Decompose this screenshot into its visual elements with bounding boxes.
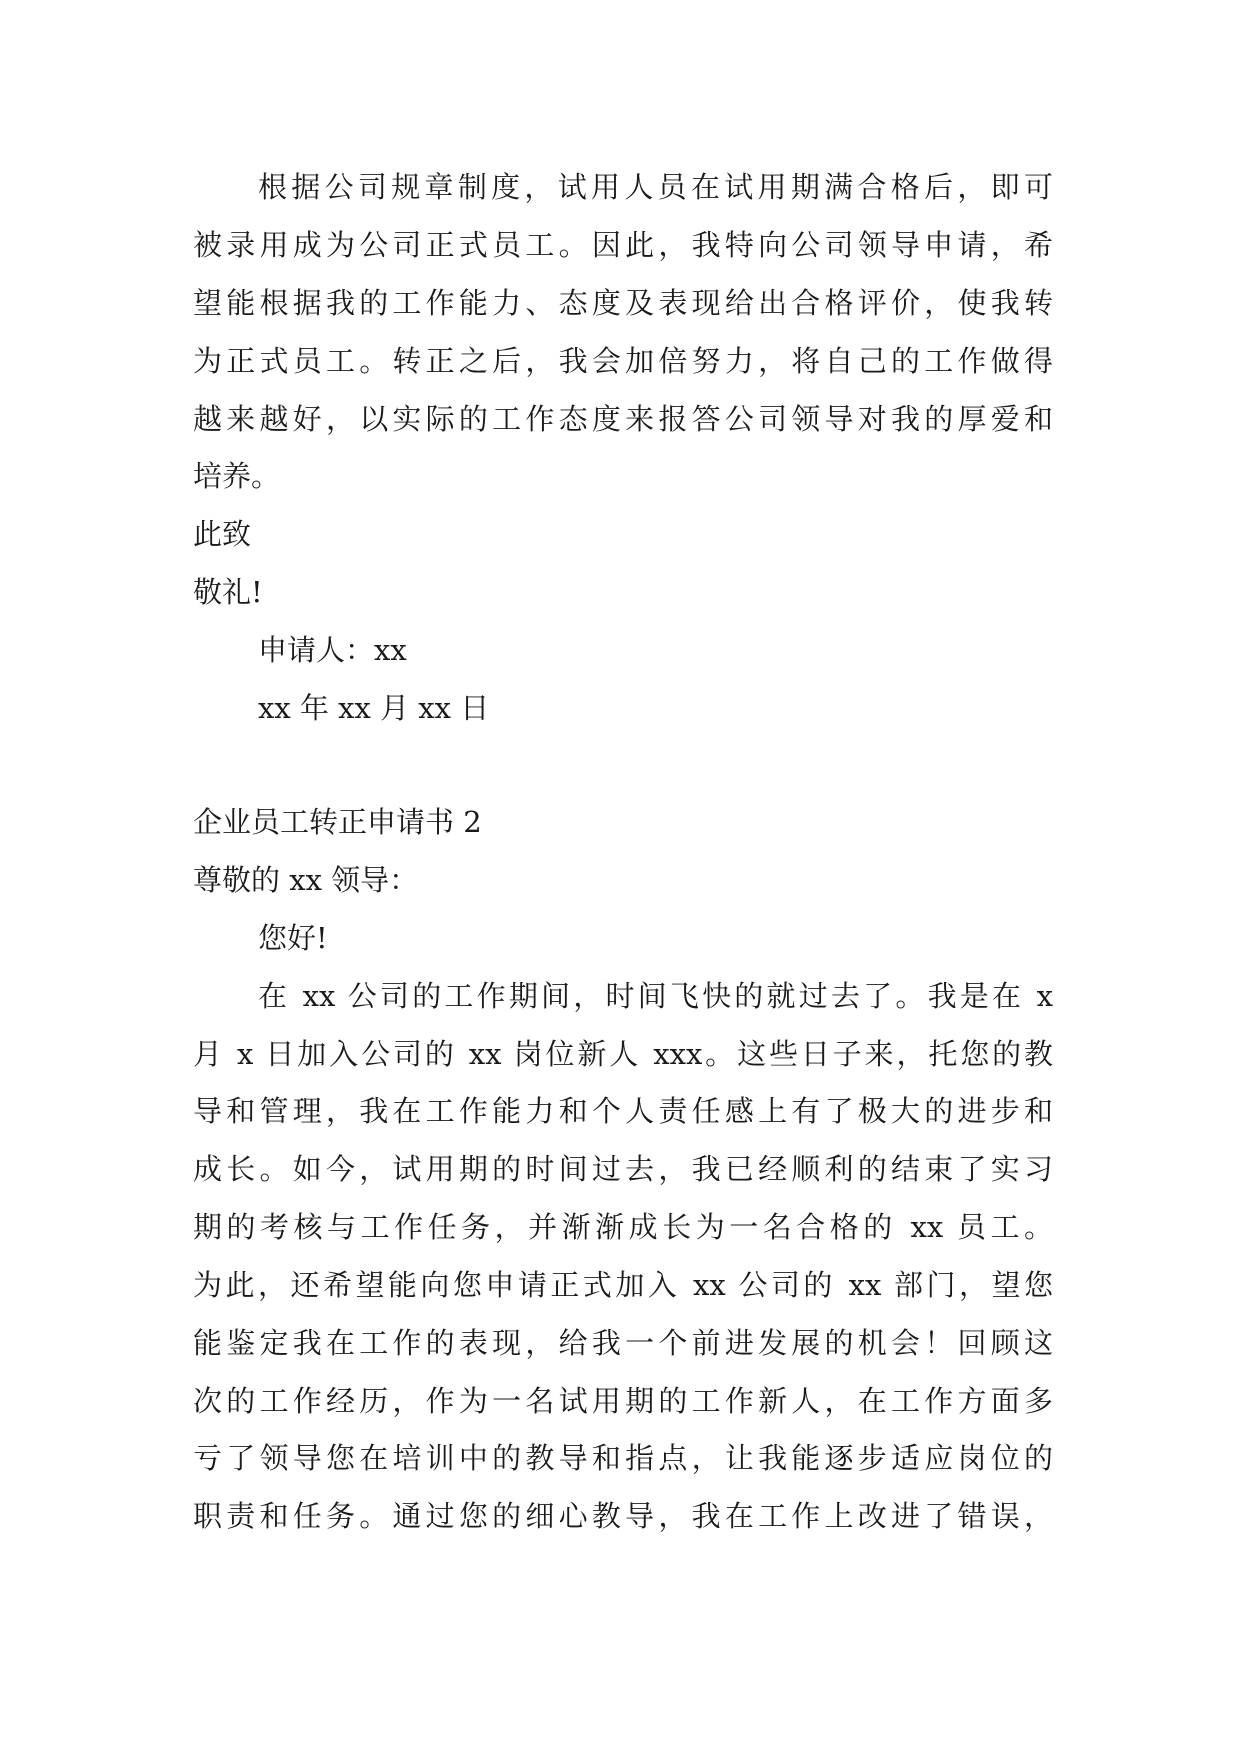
paragraph-line: 能鉴定我在工作的表现，给我一个前进发展的机会！回顾这	[193, 1326, 1053, 1360]
closing-line: 此致	[193, 517, 252, 551]
paragraph-line: 被录用成为公司正式员工。因此，我特向公司领导申请，希	[193, 228, 1053, 262]
paragraph-line: 望能根据我的工作能力、态度及表现给出合格评价，使我转	[193, 286, 1053, 320]
paragraph-line: 培养。	[193, 459, 281, 493]
applicant-line: 申请人：xx	[258, 633, 407, 667]
paragraph-line: 导和管理，我在工作能力和个人责任感上有了极大的进步和	[193, 1094, 1053, 1128]
paragraph-line: 亏了领导您在培训中的教导和指点，让我能逐步适应岗位的	[193, 1441, 1053, 1475]
paragraph-line: 期的考核与工作任务，并渐渐成长为一名合格的 xx 员工。	[193, 1210, 1053, 1244]
paragraph-line: 为正式员工。转正之后，我会加倍努力，将自己的工作做得	[193, 344, 1053, 378]
paragraph-line: 根据公司规章制度，试用人员在试用期满合格后，即可	[258, 170, 1053, 204]
date-line: xx 年 xx 月 xx 日	[258, 691, 490, 725]
closing-line: 敬礼!	[193, 575, 263, 609]
paragraph-line: 成长。如今，试用期的时间过去，我已经顺利的结束了实习	[193, 1152, 1053, 1186]
greeting: 您好!	[258, 921, 328, 955]
salutation: 尊敬的 xx 领导：	[193, 863, 419, 897]
paragraph-line: 在 xx 公司的工作期间，时间飞快的就过去了。我是在 x	[258, 979, 1053, 1013]
section-title: 企业员工转正申请书 2	[193, 805, 482, 839]
paragraph-line: 次的工作经历，作为一名试用期的工作新人，在工作方面多	[193, 1384, 1053, 1418]
paragraph-line: 为此，还希望能向您申请正式加入 xx 公司的 xx 部门，望您	[193, 1268, 1053, 1302]
paragraph-line: 月 x 日加入公司的 xx 岗位新人 xxx。这些日子来，托您的教	[193, 1037, 1053, 1071]
paragraph-line: 越来越好，以实际的工作态度来报答公司领导对我的厚爱和	[193, 402, 1053, 436]
paragraph-line: 职责和任务。通过您的细心教导，我在工作上改进了错误，	[193, 1499, 1053, 1533]
